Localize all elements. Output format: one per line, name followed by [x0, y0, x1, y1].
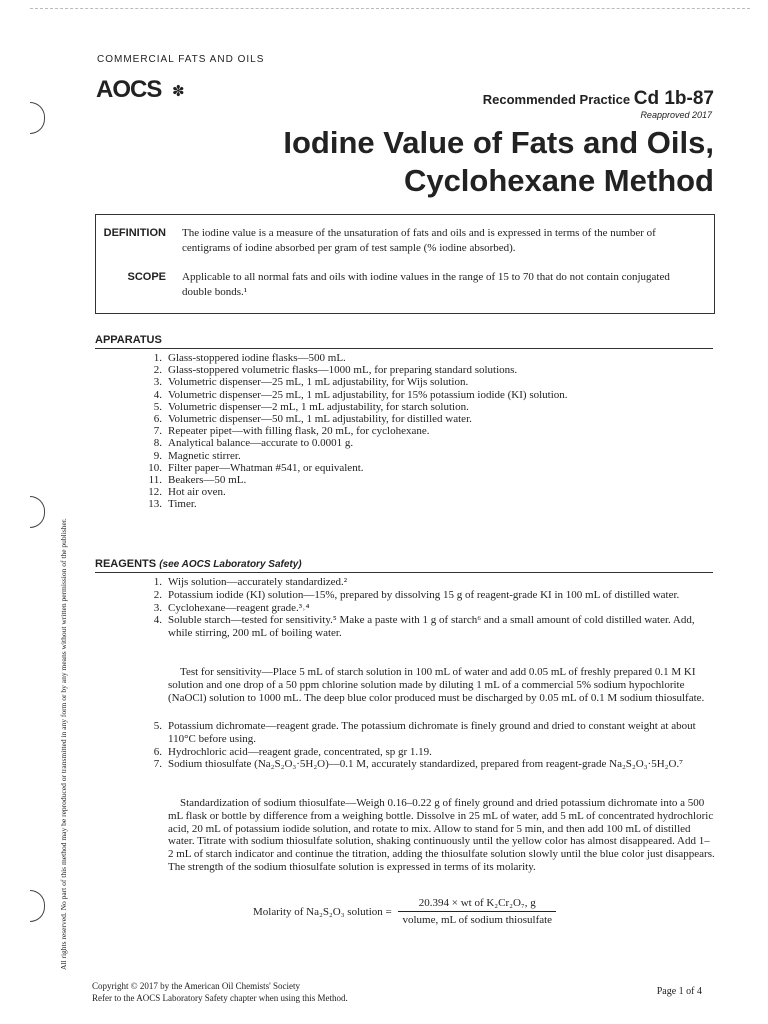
list-item: 4. Volumetric dispenser—25 mL, 1 mL adjustability, for 15% potassium iodide (KI) solution. [153, 388, 568, 401]
apparatus-list [140, 352, 715, 511]
sensitivity-test-text: Test for sensitivity—Place 5 mL of starch solution in 100 mL of water and add 0.05 mL of freshly prepared 0.1 M KI solution and one drop of a 50 ppm chlorine solution made by diluting 1 mL of a commercial 5% sodium hypochlorite (NaOCl) solution to 1000 mL. The deep blue color produced must be discharged by 0.05 mL of 0.1 M sodium thiosulfate. [168, 666, 705, 704]
list-item: 2. Glass-stoppered volumetric flasks—1000 mL, for preparing standard solutions. [153, 364, 518, 377]
reapproved-note: Reapproved 2017 [640, 110, 712, 120]
list-item: 7. Sodium thiosulfate (Na₂S₂O₃·5H₂O)—0.1 M, accurately standardized, prepared from reagent-grade Na₂S₂O₃·5H₂O.⁷ [153, 758, 683, 771]
list-item: 4. Soluble starch—tested for sensitivity.⁵ Make a paste with 1 g of starch⁶ and a small amount of cold distilled water. Add, while stirring, 200 mL of boiling water. [153, 614, 695, 640]
aocs-logo: AOCS [96, 76, 162, 103]
rights-sidebar-text: All rights reserved. No part of this method may be reproduced or transmitted in any form or by any means without written permission of the publisher. [59, 518, 68, 970]
reagents-heading [95, 558, 713, 573]
list-item: 12. Hot air oven. [148, 486, 226, 499]
list-item: 1. Wijs solution—accurately standardized.² [153, 576, 348, 588]
binder-hole [30, 102, 45, 134]
practice-designation [483, 88, 714, 110]
safety-note: Refer to the AOCS Laboratory Safety chapter when using this Method. [92, 993, 348, 1003]
list-item: 11. Beakers—50 mL. [148, 474, 247, 487]
list-item: 5. Volumetric dispenser—2 mL, 1 mL adjustability, for starch solution. [153, 400, 469, 413]
list-item: 1. Glass-stoppered iodine flasks—500 mL. [153, 352, 346, 364]
scope-text: Applicable to all normal fats and oils with iodine values in the range of 15 to 70 that do not contain conjugated double bonds.¹ [182, 271, 670, 298]
list-item: 2. Potassium iodide (KI) solution—15%, prepared by dissolving 15 g of reagent-grade KI in 100 mL of distilled water. [153, 588, 680, 601]
footer [92, 980, 348, 1004]
definition-text: The iodine value is a measure of the unsaturation of fats and oils and is expressed in terms of the number of centigrams of iodine absorbed per gram of test sample (% iodine absorbed). [182, 227, 656, 254]
binder-hole [30, 496, 45, 528]
definition-label: DEFINITION [103, 227, 166, 239]
binder-hole [30, 890, 45, 922]
aocs-logo-mark-icon: ✽ [172, 84, 185, 100]
rights-sidebar [59, 430, 79, 970]
formula-fraction [398, 897, 556, 926]
title-line-2: Cyclohexane Method [403, 163, 714, 198]
list-item: 8. Analytical balance—accurate to 0.0001 g. [153, 437, 354, 450]
reagents-list-continued [140, 720, 715, 771]
list-item: 6. Volumetric dispenser—50 mL, 1 mL adjustability, for distilled water. [153, 413, 472, 426]
list-item: 13. Timer. [148, 498, 197, 511]
practice-prefix: Recommended Practice [482, 92, 631, 107]
page-title [283, 124, 714, 200]
list-item: 3. Cyclohexane—reagent grade.³˒⁴ [153, 601, 310, 614]
apparatus-heading: APPARATUS [95, 334, 713, 349]
list-item: 9. Magnetic stirrer. [153, 449, 241, 462]
list-item: 6. Hydrochloric acid—reagent grade, concentrated, sp gr 1.19. [153, 745, 432, 758]
reagents-heading-note: (see AOCS Laboratory Safety) [159, 559, 302, 570]
title-line-1: Iodine Value of Fats and Oils, [283, 125, 714, 160]
formula-lhs: Molarity of Na₂S₂O₃ solution = [253, 905, 392, 918]
definition-scope-box [95, 214, 715, 314]
standardization-text: Standardization of sodium thiosulfate—Weigh 0.16–0.22 g of finely ground and dried potassium dichromate into a 500 mL flask or bottle by difference from a weighing bottle. Dissolve in 25 mL of water, add 5 mL of concentrated hydrochloric acid, 20 mL of potassium iodide solution, and rotate to mix. Allow to stand for 5 min, and then add 100 mL of distilled water. Titrate with sodium thiosulfate solution, shaking continuously until the yellow color has almost disappeared. Add 1–2 mL of starch indicator and continue the titration, adding the thiosulfate solution slowly until the blue color just disappears. The strength of the sodium thiosulfate solution is expressed in terms of its molarity. [168, 797, 715, 873]
reagents-heading-label: REAGENTS [95, 558, 157, 570]
list-item: 10. Filter paper—Whatman #541, or equivalent. [148, 461, 364, 474]
formula-numerator: 20.394 × wt of K₂Cr₂O₇, g [398, 897, 556, 912]
practice-code: Cd 1b-87 [633, 88, 714, 109]
list-item: 5. Potassium dichromate—reagent grade. The potassium dichromate is finely ground and dried to constant weight at about 110°C before using. [153, 720, 696, 745]
running-title: COMMERCIAL FATS AND OILS [97, 54, 265, 65]
formula-denominator: volume, mL of sodium thiosulfate [402, 914, 553, 926]
list-item: 3. Volumetric dispenser—25 mL, 1 mL adjustability, for Wijs solution. [153, 376, 469, 389]
molarity-formula [253, 897, 556, 926]
scope-label: SCOPE [127, 271, 166, 283]
scan-edge [30, 8, 750, 9]
page-number: Page 1 of 4 [656, 986, 702, 997]
copyright-text: Copyright © 2017 by the American Oil Chemists' Society [92, 981, 300, 991]
list-item: 7. Repeater pipet—with filling flask, 20 mL, for cyclohexane. [153, 425, 430, 438]
reagents-list [140, 576, 715, 640]
